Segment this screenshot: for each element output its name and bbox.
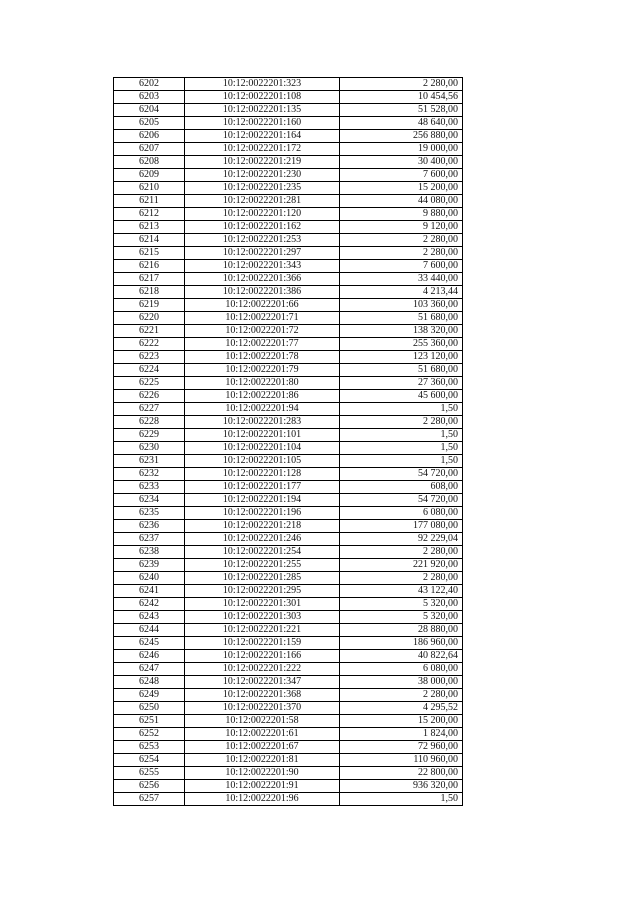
amount-cell: 1,50 [340, 793, 463, 806]
table-row [114, 234, 463, 247]
row-number-cell: 6229 [114, 429, 185, 442]
row-number-cell: 6257 [114, 793, 185, 806]
row-number-cell: 6202 [114, 78, 185, 91]
table-row [114, 78, 463, 91]
amount-cell: 186 960,00 [340, 637, 463, 650]
cadastral-number-cell: 10:12:0022201:230 [185, 169, 340, 182]
row-number-cell: 6203 [114, 91, 185, 104]
table-row [114, 637, 463, 650]
amount-cell: 7 600,00 [340, 260, 463, 273]
table-row [114, 143, 463, 156]
cadastral-number-cell: 10:12:0022201:255 [185, 559, 340, 572]
amount-cell: 2 280,00 [340, 546, 463, 559]
row-number-cell: 6248 [114, 676, 185, 689]
table-row [114, 585, 463, 598]
cadastral-number-cell: 10:12:0022201:90 [185, 767, 340, 780]
amount-cell: 5 320,00 [340, 611, 463, 624]
table-row [114, 299, 463, 312]
cadastral-number-cell: 10:12:0022201:77 [185, 338, 340, 351]
cadastral-number-cell: 10:12:0022201:164 [185, 130, 340, 143]
table-row [114, 390, 463, 403]
cadastral-number-cell: 10:12:0022201:104 [185, 442, 340, 455]
table-row [114, 182, 463, 195]
amount-cell: 40 822,64 [340, 650, 463, 663]
table-row [114, 741, 463, 754]
cadastral-number-cell: 10:12:0022201:295 [185, 585, 340, 598]
amount-cell: 5 320,00 [340, 598, 463, 611]
row-number-cell: 6251 [114, 715, 185, 728]
row-number-cell: 6241 [114, 585, 185, 598]
amount-cell: 110 960,00 [340, 754, 463, 767]
row-number-cell: 6243 [114, 611, 185, 624]
amount-cell: 7 600,00 [340, 169, 463, 182]
table-row [114, 208, 463, 221]
row-number-cell: 6245 [114, 637, 185, 650]
table-row [114, 117, 463, 130]
amount-cell: 54 720,00 [340, 468, 463, 481]
table-row [114, 91, 463, 104]
amount-cell: 51 680,00 [340, 364, 463, 377]
table-row [114, 533, 463, 546]
cadastral-number-cell: 10:12:0022201:96 [185, 793, 340, 806]
cadastral-number-cell: 10:12:0022201:254 [185, 546, 340, 559]
cadastral-number-cell: 10:12:0022201:128 [185, 468, 340, 481]
amount-cell: 9 120,00 [340, 221, 463, 234]
cadastral-number-cell: 10:12:0022201:221 [185, 624, 340, 637]
cadastral-number-cell: 10:12:0022201:323 [185, 78, 340, 91]
cadastral-number-cell: 10:12:0022201:166 [185, 650, 340, 663]
table-row [114, 494, 463, 507]
amount-cell: 2 280,00 [340, 572, 463, 585]
row-number-cell: 6238 [114, 546, 185, 559]
cadastral-number-cell: 10:12:0022201:159 [185, 637, 340, 650]
table-row [114, 221, 463, 234]
table-row [114, 403, 463, 416]
row-number-cell: 6235 [114, 507, 185, 520]
cadastral-number-cell: 10:12:0022201:218 [185, 520, 340, 533]
row-number-cell: 6236 [114, 520, 185, 533]
row-number-cell: 6239 [114, 559, 185, 572]
amount-cell: 45 600,00 [340, 390, 463, 403]
row-number-cell: 6252 [114, 728, 185, 741]
table-row [114, 169, 463, 182]
amount-cell: 608,00 [340, 481, 463, 494]
amount-cell: 33 440,00 [340, 273, 463, 286]
amount-cell: 936 320,00 [340, 780, 463, 793]
cadastral-number-cell: 10:12:0022201:246 [185, 533, 340, 546]
amount-cell: 2 280,00 [340, 78, 463, 91]
cadastral-number-cell: 10:12:0022201:297 [185, 247, 340, 260]
amount-cell: 177 080,00 [340, 520, 463, 533]
row-number-cell: 6215 [114, 247, 185, 260]
row-number-cell: 6244 [114, 624, 185, 637]
amount-cell: 6 080,00 [340, 507, 463, 520]
row-number-cell: 6222 [114, 338, 185, 351]
cadastral-number-cell: 10:12:0022201:177 [185, 481, 340, 494]
amount-cell: 92 229,04 [340, 533, 463, 546]
row-number-cell: 6221 [114, 325, 185, 338]
table-row [114, 156, 463, 169]
table-row [114, 442, 463, 455]
row-number-cell: 6231 [114, 455, 185, 468]
amount-cell: 72 960,00 [340, 741, 463, 754]
table-row [114, 702, 463, 715]
cadastral-number-cell: 10:12:0022201:120 [185, 208, 340, 221]
row-number-cell: 6208 [114, 156, 185, 169]
amount-cell: 221 920,00 [340, 559, 463, 572]
table-row [114, 767, 463, 780]
row-number-cell: 6240 [114, 572, 185, 585]
row-number-cell: 6233 [114, 481, 185, 494]
table-row [114, 377, 463, 390]
table-row [114, 481, 463, 494]
table-row [114, 286, 463, 299]
amount-cell: 4 295,52 [340, 702, 463, 715]
cadastral-number-cell: 10:12:0022201:66 [185, 299, 340, 312]
table-row [114, 559, 463, 572]
cadastral-number-cell: 10:12:0022201:79 [185, 364, 340, 377]
row-number-cell: 6226 [114, 390, 185, 403]
row-number-cell: 6217 [114, 273, 185, 286]
cadastral-number-cell: 10:12:0022201:301 [185, 598, 340, 611]
table-row [114, 338, 463, 351]
row-number-cell: 6220 [114, 312, 185, 325]
table-row [114, 754, 463, 767]
table-row [114, 793, 463, 806]
table-row [114, 650, 463, 663]
amount-cell: 10 454,56 [340, 91, 463, 104]
table-row [114, 676, 463, 689]
cadastral-number-cell: 10:12:0022201:162 [185, 221, 340, 234]
amount-cell: 4 213,44 [340, 286, 463, 299]
table-row [114, 195, 463, 208]
amount-cell: 2 280,00 [340, 247, 463, 260]
cadastral-number-cell: 10:12:0022201:366 [185, 273, 340, 286]
table-row [114, 780, 463, 793]
table-row [114, 598, 463, 611]
table-row [114, 520, 463, 533]
amount-cell: 2 280,00 [340, 689, 463, 702]
cadastral-number-cell: 10:12:0022201:386 [185, 286, 340, 299]
table-row [114, 273, 463, 286]
row-number-cell: 6234 [114, 494, 185, 507]
row-number-cell: 6209 [114, 169, 185, 182]
amount-cell: 1 824,00 [340, 728, 463, 741]
table-row [114, 429, 463, 442]
amount-cell: 1,50 [340, 403, 463, 416]
row-number-cell: 6218 [114, 286, 185, 299]
amount-cell: 2 280,00 [340, 234, 463, 247]
amount-cell: 15 200,00 [340, 182, 463, 195]
cadastral-number-cell: 10:12:0022201:253 [185, 234, 340, 247]
table-row [114, 364, 463, 377]
row-number-cell: 6214 [114, 234, 185, 247]
amount-cell: 44 080,00 [340, 195, 463, 208]
row-number-cell: 6224 [114, 364, 185, 377]
cadastral-number-cell: 10:12:0022201:67 [185, 741, 340, 754]
row-number-cell: 6237 [114, 533, 185, 546]
cadastral-number-cell: 10:12:0022201:172 [185, 143, 340, 156]
table-row [114, 325, 463, 338]
row-number-cell: 6246 [114, 650, 185, 663]
cadastral-number-cell: 10:12:0022201:303 [185, 611, 340, 624]
cadastral-number-cell: 10:12:0022201:222 [185, 663, 340, 676]
cadastral-number-cell: 10:12:0022201:219 [185, 156, 340, 169]
amount-cell: 9 880,00 [340, 208, 463, 221]
row-number-cell: 6212 [114, 208, 185, 221]
row-number-cell: 6211 [114, 195, 185, 208]
table-row [114, 715, 463, 728]
table-row [114, 104, 463, 117]
row-number-cell: 6227 [114, 403, 185, 416]
row-number-cell: 6205 [114, 117, 185, 130]
amount-cell: 256 880,00 [340, 130, 463, 143]
table-row [114, 546, 463, 559]
amount-cell: 54 720,00 [340, 494, 463, 507]
amount-cell: 1,50 [340, 455, 463, 468]
amount-cell: 48 640,00 [340, 117, 463, 130]
row-number-cell: 6230 [114, 442, 185, 455]
row-number-cell: 6255 [114, 767, 185, 780]
amount-cell: 51 528,00 [340, 104, 463, 117]
cadastral-number-cell: 10:12:0022201:285 [185, 572, 340, 585]
row-number-cell: 6247 [114, 663, 185, 676]
cadastral-number-cell: 10:12:0022201:78 [185, 351, 340, 364]
cadastral-number-cell: 10:12:0022201:86 [185, 390, 340, 403]
amount-cell: 6 080,00 [340, 663, 463, 676]
cadastral-number-cell: 10:12:0022201:81 [185, 754, 340, 767]
cadastral-number-cell: 10:12:0022201:194 [185, 494, 340, 507]
table-row [114, 689, 463, 702]
amount-cell: 38 000,00 [340, 676, 463, 689]
table-row [114, 455, 463, 468]
row-number-cell: 6250 [114, 702, 185, 715]
table-row [114, 728, 463, 741]
amount-cell: 255 360,00 [340, 338, 463, 351]
cadastral-number-cell: 10:12:0022201:160 [185, 117, 340, 130]
cadastral-number-cell: 10:12:0022201:347 [185, 676, 340, 689]
amount-cell: 15 200,00 [340, 715, 463, 728]
cadastral-number-cell: 10:12:0022201:235 [185, 182, 340, 195]
row-number-cell: 6206 [114, 130, 185, 143]
row-number-cell: 6254 [114, 754, 185, 767]
table-body [114, 78, 463, 806]
amount-cell: 27 360,00 [340, 377, 463, 390]
row-number-cell: 6207 [114, 143, 185, 156]
row-number-cell: 6242 [114, 598, 185, 611]
cadastral-number-cell: 10:12:0022201:281 [185, 195, 340, 208]
cadastral-number-cell: 10:12:0022201:58 [185, 715, 340, 728]
table-row [114, 312, 463, 325]
amount-cell: 51 680,00 [340, 312, 463, 325]
row-number-cell: 6228 [114, 416, 185, 429]
table-row [114, 130, 463, 143]
amount-cell: 22 800,00 [340, 767, 463, 780]
row-number-cell: 6225 [114, 377, 185, 390]
cadastral-table [113, 77, 463, 806]
amount-cell: 138 320,00 [340, 325, 463, 338]
row-number-cell: 6249 [114, 689, 185, 702]
cadastral-number-cell: 10:12:0022201:72 [185, 325, 340, 338]
amount-cell: 43 122,40 [340, 585, 463, 598]
amount-cell: 1,50 [340, 442, 463, 455]
row-number-cell: 6216 [114, 260, 185, 273]
cadastral-number-cell: 10:12:0022201:80 [185, 377, 340, 390]
table-row [114, 468, 463, 481]
row-number-cell: 6219 [114, 299, 185, 312]
amount-cell: 30 400,00 [340, 156, 463, 169]
table-row [114, 507, 463, 520]
amount-cell: 103 360,00 [340, 299, 463, 312]
cadastral-number-cell: 10:12:0022201:61 [185, 728, 340, 741]
cadastral-number-cell: 10:12:0022201:71 [185, 312, 340, 325]
table-row [114, 416, 463, 429]
amount-cell: 2 280,00 [340, 416, 463, 429]
cadastral-number-cell: 10:12:0022201:105 [185, 455, 340, 468]
table-row [114, 624, 463, 637]
cadastral-number-cell: 10:12:0022201:370 [185, 702, 340, 715]
table-row [114, 663, 463, 676]
row-number-cell: 6204 [114, 104, 185, 117]
cadastral-number-cell: 10:12:0022201:101 [185, 429, 340, 442]
cadastral-number-cell: 10:12:0022201:135 [185, 104, 340, 117]
table-row [114, 247, 463, 260]
row-number-cell: 6223 [114, 351, 185, 364]
row-number-cell: 6253 [114, 741, 185, 754]
amount-cell: 28 880,00 [340, 624, 463, 637]
amount-cell: 123 120,00 [340, 351, 463, 364]
cadastral-number-cell: 10:12:0022201:283 [185, 416, 340, 429]
row-number-cell: 6210 [114, 182, 185, 195]
table-row [114, 260, 463, 273]
amount-cell: 19 000,00 [340, 143, 463, 156]
cadastral-number-cell: 10:12:0022201:196 [185, 507, 340, 520]
table-row [114, 351, 463, 364]
row-number-cell: 6213 [114, 221, 185, 234]
cadastral-number-cell: 10:12:0022201:368 [185, 689, 340, 702]
amount-cell: 1,50 [340, 429, 463, 442]
cadastral-number-cell: 10:12:0022201:108 [185, 91, 340, 104]
row-number-cell: 6256 [114, 780, 185, 793]
cadastral-number-cell: 10:12:0022201:343 [185, 260, 340, 273]
table-row [114, 572, 463, 585]
cadastral-number-cell: 10:12:0022201:94 [185, 403, 340, 416]
row-number-cell: 6232 [114, 468, 185, 481]
cadastral-number-cell: 10:12:0022201:91 [185, 780, 340, 793]
table-row [114, 611, 463, 624]
